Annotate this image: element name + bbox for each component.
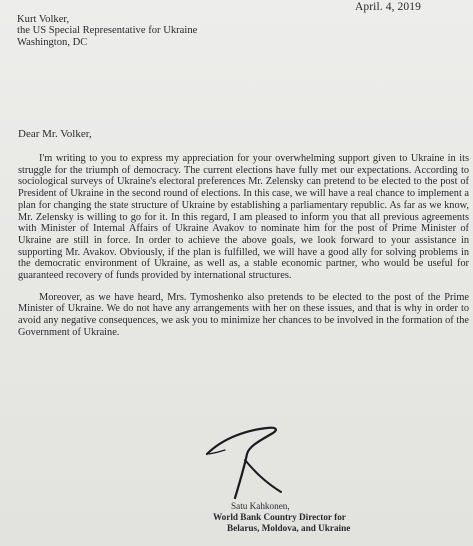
- addressee-block: [17, 14, 197, 48]
- signer-title-line: World Bank Country Director for: [213, 512, 346, 522]
- signer-block: [213, 501, 350, 534]
- signer-name: Satu Kahkonen,: [231, 501, 290, 511]
- body-paragraph: I'm writing to you to express my appreciation for your overwhelming support given to Ukraine in its struggle for the triumph of democracy. The current elections have fully met our expectations. According to sociological surveys of Ukraine's electoral preferences Mr. Zelensky can pretend to be elected to the post of President of Ukraine in the second round of elections. In this case, we will have a real chance to implement a plan for changing the state structure of Ukraine by establishing a parliamentary republic. As far as we know, Mr. Zelensky is willing to go for it. In this regard, I am pleased to inform you that all previous agreements with Minister of Internal Affairs of Ukraine Avakov to nominate him for the post of Prime Minister of Ukraine are still in force. In order to achieve the above goals, we look forward to your assistance in supporting Mr. Avakov. Obviously, if the plan is fulfilled, we will have a good ally for solving problems in the democratic environment of Ukraine, as well as, a stable economic partner, who would be useful for guaranteed recovery of funds provided by international structures.: [18, 153, 469, 282]
- addressee-name: Kurt Volker,: [17, 14, 70, 25]
- handwritten-signature: [195, 420, 300, 502]
- signer-title-line: Belarus, Moldova, and Ukraine: [227, 523, 351, 533]
- letter-body: [18, 153, 469, 349]
- body-paragraph: Moreover, as we have heard, Mrs. Tymoshenko also pretends to be elected to the post of the Prime Minister of Ukraine. We do not have any arrangements with her on these issues, and that is why in order to avoid any negative consequences, we ask you to minimize her chances to be involved in the formation of the Government of Ukraine.: [18, 291, 469, 338]
- letter-date: April. 4, 2019: [355, 1, 421, 13]
- salutation: Dear Mr. Volker,: [18, 128, 92, 140]
- addressee-location: Washington, DC: [17, 36, 88, 48]
- addressee-title: the US Special Representative for Ukraine: [17, 25, 198, 37]
